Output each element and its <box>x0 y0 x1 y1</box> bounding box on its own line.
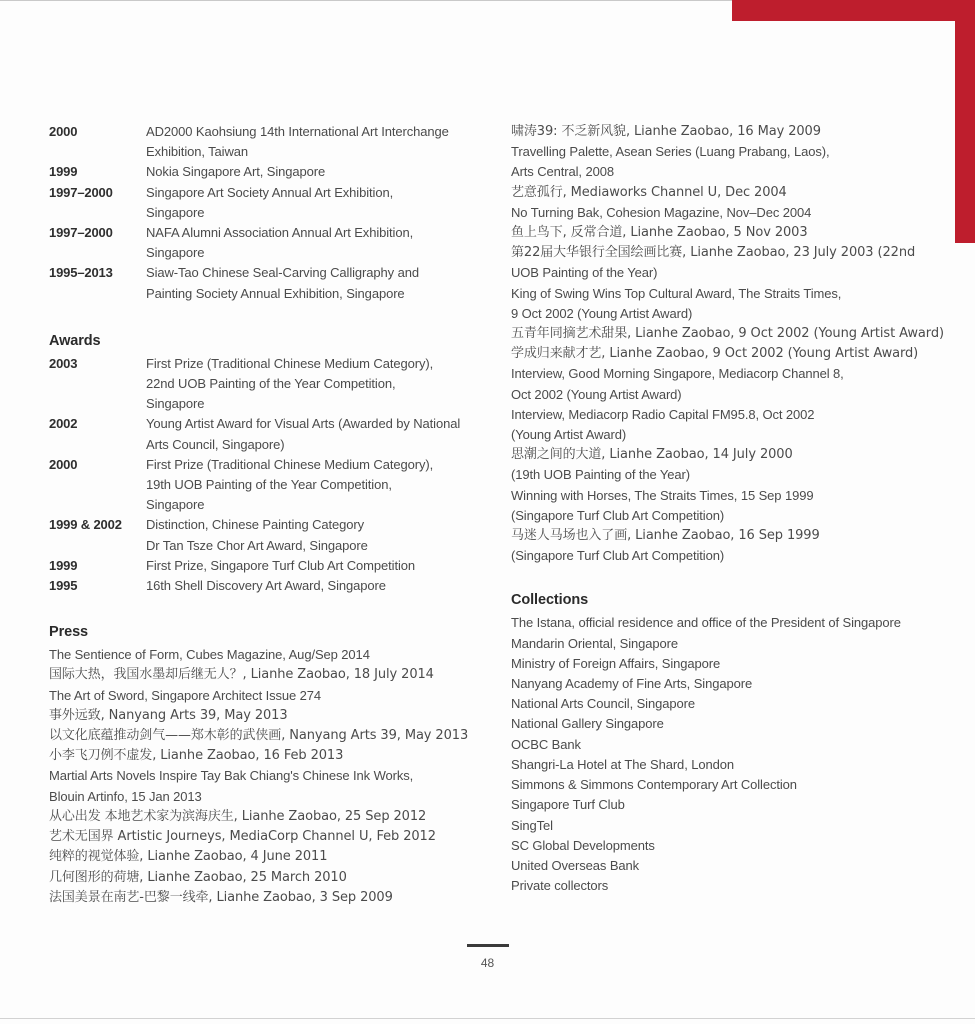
entry-line: First Prize (Traditional Chinese Medium Category), <box>146 355 434 371</box>
entry-line: Singapore <box>146 396 205 412</box>
entry-line: Painting Society Annual Exhibition, Singapore <box>146 285 405 301</box>
entry-description <box>146 263 469 303</box>
exhibitions-continued-list <box>49 122 469 304</box>
page-number: 48 <box>480 956 495 970</box>
entry-year: 1997–2000 <box>49 225 113 241</box>
list-item-line: Shangri-La Hotel at The Shard, London <box>511 756 734 772</box>
list-item-line: United Overseas Bank <box>511 857 640 873</box>
right-column <box>511 122 944 896</box>
list-item-line: 9 Oct 2002 (Young Artist Award) <box>511 305 693 321</box>
entry-line: Nokia Singapore Art, Singapore <box>146 164 326 180</box>
entry-row <box>49 263 469 303</box>
list-item <box>511 142 936 182</box>
list-item <box>49 665 469 685</box>
left-column <box>49 122 469 908</box>
list-item <box>511 856 936 876</box>
entry-year: 2000 <box>49 124 78 139</box>
entry-line: 19th UOB Painting of the Year Competition, <box>146 477 392 493</box>
entry-row <box>49 515 469 555</box>
entry-year: 1995–2013 <box>49 265 113 281</box>
list-item-line: Interview, Good Morning Singapore, Mediacorp Channel 8, <box>511 366 844 382</box>
list-item-line: 法国美景在南艺-巴黎一线牵, Lianhe Zaobao, 3 Sep 2009 <box>49 889 393 905</box>
list-item <box>511 816 936 836</box>
list-item-line: SingTel <box>511 817 553 833</box>
list-item <box>511 344 936 364</box>
list-item-line: 小李飞刀例不虚发, Lianhe Zaobao, 16 Feb 2013 <box>49 748 344 764</box>
list-item <box>511 694 936 714</box>
list-item-line: 鱼上鸟下, 反常合道, Lianhe Zaobao, 5 Nov 2003 <box>511 225 808 241</box>
entry-year: 2000 <box>49 456 78 472</box>
list-item-line: 纯粹的视觉体验, Lianhe Zaobao, 4 June 2011 <box>49 849 328 865</box>
entry-row <box>49 223 469 263</box>
entry-description <box>146 414 469 454</box>
list-item <box>511 876 936 896</box>
list-item-line: 事外远致, Nanyang Arts 39, May 2013 <box>49 707 288 723</box>
list-item-line: Simmons & Simmons Contemporary Art Collection <box>511 777 797 793</box>
list-item <box>511 755 936 775</box>
list-item-line: Winning with Horses, The Straits Times, 15 Sep 1999 <box>511 487 814 503</box>
list-item <box>49 847 469 867</box>
entry-description <box>146 515 469 555</box>
list-item-line: 思潮之间的大道, Lianhe Zaobao, 14 July 2000 <box>511 447 793 463</box>
list-item <box>49 868 469 888</box>
list-item-line: 马迷人马场也入了画, Lianhe Zaobao, 16 Sep 1999 <box>511 528 820 544</box>
entry-row <box>49 556 469 576</box>
entry-line: NAFA Alumni Association Annual Art Exhibition, <box>146 225 414 241</box>
entry-line: AD2000 Kaohsiung 14th International Art Interchange <box>146 124 449 139</box>
entry-description <box>146 455 469 516</box>
list-item <box>511 486 936 526</box>
list-item-line: 学成归来献才艺, Lianhe Zaobao, 9 Oct 2002 (Young Artist Award) <box>511 346 919 362</box>
footer-rule <box>467 944 509 947</box>
list-item-line: Singapore Turf Club <box>511 797 625 813</box>
list-item <box>49 746 469 766</box>
entry-line: Singapore <box>146 204 205 220</box>
press-continued-list <box>511 122 944 566</box>
list-item <box>49 726 469 746</box>
list-item-line: 艺意孤行, Mediaworks Channel U, Dec 2004 <box>511 184 787 200</box>
entry-row <box>49 576 469 596</box>
list-item-line: 五青年同摘艺术甜果, Lianhe Zaobao, 9 Oct 2002 (Young Artist Award) <box>511 326 944 342</box>
list-item-line: The Istana, official residence and office of the President of Singapore <box>511 615 901 631</box>
list-item-line: No Turning Bak, Cohesion Magazine, Nov–Dec 2004 <box>511 204 812 220</box>
list-item-line: (Singapore Turf Club Art Competition) <box>511 507 725 523</box>
entry-line: Siaw-Tao Chinese Seal-Carving Calligraphy and <box>146 265 419 281</box>
list-item-line: National Arts Council, Singapore <box>511 696 695 712</box>
list-item-line: Mandarin Oriental, Singapore <box>511 635 679 651</box>
entry-row <box>49 162 469 182</box>
entry-year: 1999 <box>49 557 78 573</box>
list-item-line: 艺术无国界 Artistic Journeys, MediaCorp Channel U, Feb 2012 <box>49 829 436 845</box>
list-item <box>511 775 936 795</box>
list-item <box>511 284 936 324</box>
list-item-line: (Singapore Turf Club Art Competition) <box>511 548 725 564</box>
list-item <box>511 634 936 654</box>
list-item-line: UOB Painting of the Year) <box>511 265 658 281</box>
list-item-line: Ministry of Foreign Affairs, Singapore <box>511 655 721 671</box>
list-item <box>511 183 936 203</box>
list-item <box>49 766 469 806</box>
list-item-line: Arts Central, 2008 <box>511 164 614 180</box>
list-item-line: Interview, Mediacorp Radio Capital FM95.8, Oct 2002 <box>511 406 815 422</box>
list-item-line: (Young Artist Award) <box>511 427 627 443</box>
list-item <box>511 364 936 404</box>
list-item <box>49 807 469 827</box>
list-item-line: 国际大热，我国水墨却后继无人？, Lianhe Zaobao, 18 July 2014 <box>49 667 434 683</box>
entry-row <box>49 354 469 415</box>
list-item-line: Private collectors <box>511 878 609 894</box>
list-item <box>49 706 469 726</box>
entry-line: Singapore <box>146 245 205 261</box>
list-item-line: King of Swing Wins Top Cultural Award, The Straits Times, <box>511 285 842 301</box>
list-item-line: 从心出发 本地艺术家为滨海庆生, Lianhe Zaobao, 25 Sep 2012 <box>49 808 427 824</box>
list-item-line: Travelling Palette, Asean Series (Luang Prabang, Laos), <box>511 144 830 160</box>
entry-year: 1999 <box>49 164 78 180</box>
press-heading: Press <box>49 624 89 641</box>
entry-year: 2003 <box>49 355 78 371</box>
press-list <box>49 645 469 908</box>
entry-line: Distinction, Chinese Painting Category <box>146 517 365 533</box>
list-item-line: Oct 2002 (Young Artist Award) <box>511 386 682 402</box>
entry-row <box>49 455 469 516</box>
list-item-line: The Art of Sword, Singapore Architect Issue 274 <box>49 687 322 703</box>
list-item-line: Nanyang Academy of Fine Arts, Singapore <box>511 676 753 692</box>
list-item <box>511 223 936 243</box>
entry-year: 1997–2000 <box>49 184 113 200</box>
list-item <box>49 645 469 665</box>
entry-row <box>49 183 469 223</box>
list-item <box>511 836 936 856</box>
entry-line: First Prize (Traditional Chinese Medium Category), <box>146 456 434 472</box>
entry-description <box>146 122 469 162</box>
entry-description <box>146 162 469 182</box>
page-footer <box>0 944 975 970</box>
list-item-line: 以文化底蕴推动剑气——郑木彰的武侠画, Nanyang Arts 39, May 2013 <box>49 728 469 744</box>
entry-line: Dr Tan Tsze Chor Art Award, Singapore <box>146 537 368 553</box>
list-item-line: SC Global Developments <box>511 837 655 853</box>
list-item <box>511 445 936 485</box>
list-item-line: National Gallery Singapore <box>511 716 664 732</box>
list-item <box>49 888 469 908</box>
entry-year: 1999 & 2002 <box>49 517 122 533</box>
awards-heading: Awards <box>49 332 101 349</box>
entry-description <box>146 354 469 415</box>
list-item <box>511 654 936 674</box>
list-item <box>511 735 936 755</box>
list-item-line: 啸涛39: 不乏新风貌, Lianhe Zaobao, 16 May 2009 <box>511 124 821 139</box>
list-item <box>511 122 936 142</box>
list-item <box>511 795 936 815</box>
list-item-line: OCBC Bank <box>511 736 581 752</box>
list-item-line: (19th UOB Painting of the Year) <box>511 467 691 483</box>
list-item <box>511 243 936 283</box>
list-item-line: 第22届大华银行全国绘画比赛, Lianhe Zaobao, 23 July 2003 (22nd <box>511 245 916 261</box>
entry-description <box>146 576 469 596</box>
list-item-line: Blouin Artinfo, 15 Jan 2013 <box>49 788 202 804</box>
list-item <box>511 203 936 223</box>
list-item <box>511 714 936 734</box>
collections-list <box>511 613 936 896</box>
entry-line: 22nd UOB Painting of the Year Competition, <box>146 376 396 392</box>
entry-row <box>49 122 469 162</box>
list-item <box>511 674 936 694</box>
entry-line: Singapore <box>146 497 205 513</box>
list-item-line: Martial Arts Novels Inspire Tay Bak Chiang's Chinese Ink Works, <box>49 768 414 784</box>
entry-line: Singapore Art Society Annual Art Exhibition, <box>146 184 394 200</box>
collections-heading: Collections <box>511 592 589 609</box>
list-item-line: 几何图形的荷塘, Lianhe Zaobao, 25 March 2010 <box>49 869 347 885</box>
list-item <box>511 324 944 344</box>
entry-description <box>146 183 469 223</box>
entry-row <box>49 414 469 454</box>
entry-line: First Prize, Singapore Turf Club Art Competition <box>146 557 416 573</box>
entry-line: 16th Shell Discovery Art Award, Singapore <box>146 578 386 594</box>
list-item <box>511 613 936 633</box>
entry-line: Young Artist Award for Visual Arts (Awarded by National <box>146 416 461 432</box>
list-item <box>49 827 469 847</box>
list-item-line: The Sentience of Form, Cubes Magazine, Aug/Sep 2014 <box>49 647 370 663</box>
entry-description <box>146 556 469 576</box>
entry-year: 2002 <box>49 416 78 432</box>
list-item <box>511 405 936 445</box>
list-item <box>511 526 936 566</box>
entry-line: Arts Council, Singapore) <box>146 436 285 452</box>
list-item <box>49 686 469 706</box>
awards-list <box>49 354 469 596</box>
entry-year: 1995 <box>49 578 78 594</box>
entry-description <box>146 223 469 263</box>
entry-line: Exhibition, Taiwan <box>146 144 249 160</box>
